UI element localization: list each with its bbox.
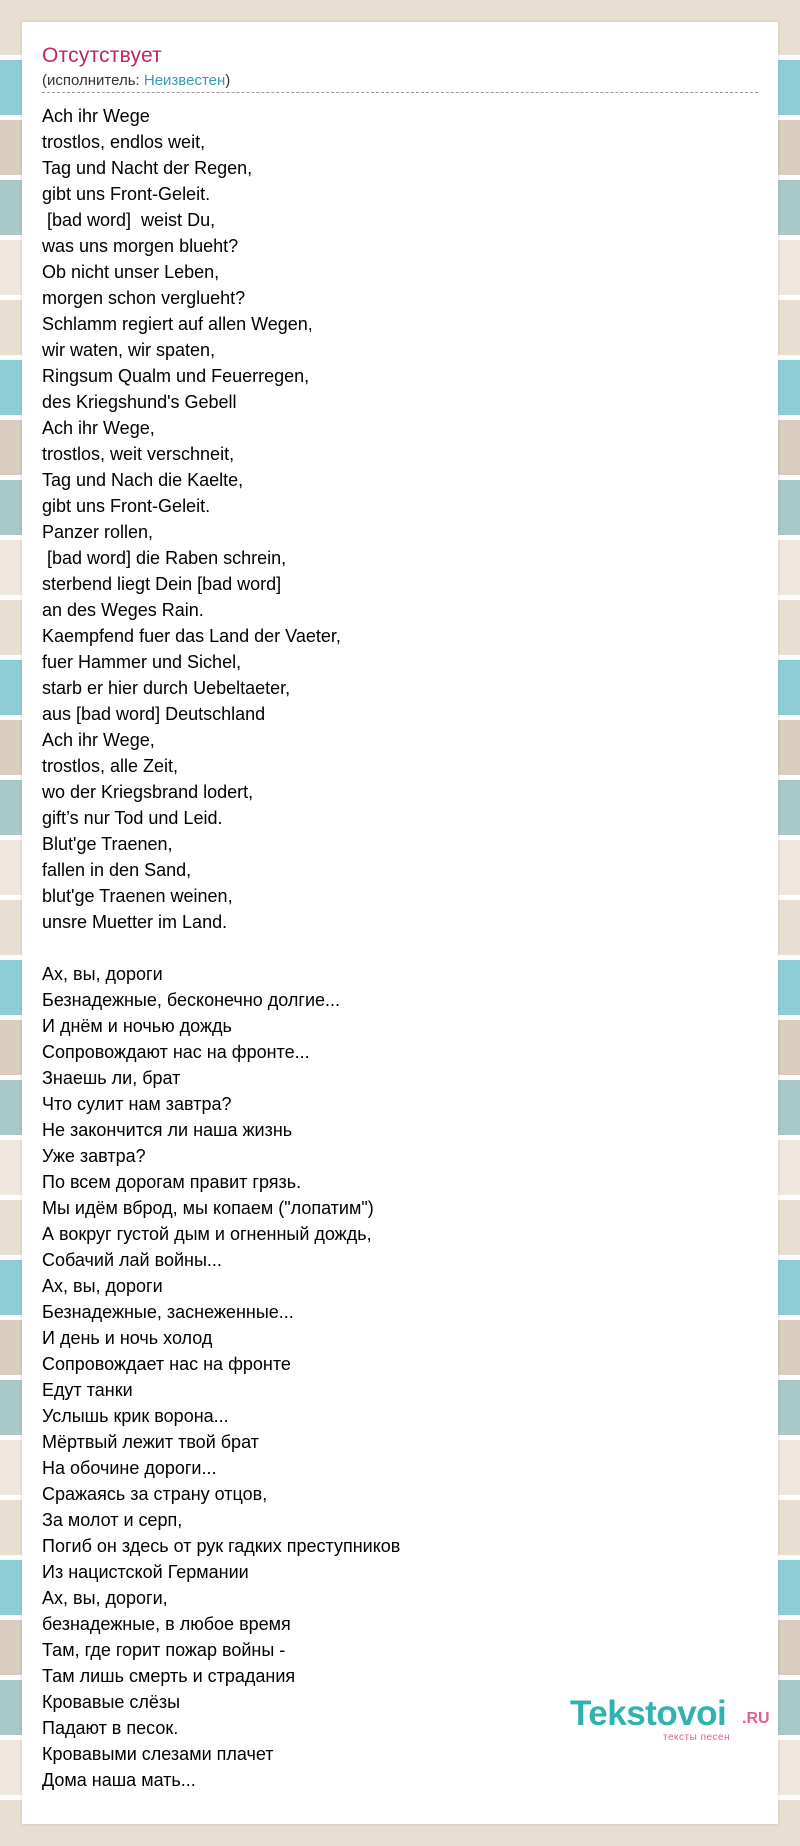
logo-tagline: тексты песен [663,1732,731,1743]
lyric-line: starb er hier durch Uebeltaeter, [42,678,291,698]
lyric-line: Безнадежные, бесконечно долгие... [42,990,341,1010]
lyric-line: Сопровождает нас на фронте [42,1354,291,1374]
lyric-line: aus [bad word] Deutschland [42,704,266,724]
lyric-line: Ach ihr Wege [42,106,150,126]
lyric-line: morgen schon verglueht? [42,288,246,308]
song-title: Отсутствует [42,44,162,67]
lyric-line: fuer Hammer und Sichel, [42,652,242,672]
lyric-line: trostlos, endlos weit, [42,132,206,152]
lyric-line: Знаешь ли, брат [42,1068,181,1088]
lyric-line: [bad word] die Raben schrein, [42,548,287,568]
lyric-line: an des Weges Rain. [42,600,204,620]
lyric-line: Падают в песок. [42,1718,179,1738]
header-divider [42,92,758,93]
lyric-line: was uns morgen blueht? [42,236,239,256]
lyric-line: Kaempfend fuer das Land der Vaeter, [42,626,341,646]
lyric-line: Дома наша мать... [42,1770,196,1790]
lyric-line: Собачий лай войны... [42,1250,222,1270]
lyric-line: Ob nicht unser Leben, [42,262,220,282]
lyric-line: Blut'ge Traenen, [42,834,173,854]
lyric-line: Сопровождают нас на фронте... [42,1042,310,1062]
lyric-line: Что сулит нам завтра? [42,1094,232,1114]
artist-suffix: ) [225,72,231,89]
lyric-line: А вокруг густой дым и огненный дождь, [42,1224,372,1244]
site-logo[interactable] [570,1694,775,1744]
lyric-line: По всем дорогам правит грязь. [42,1172,302,1192]
lyric-line: Panzer rollen, [42,522,154,542]
lyric-line: Ах, вы, дороги [42,1276,163,1296]
lyric-line: Ach ihr Wege, [42,418,155,438]
lyric-line: И днём и ночью дождь [42,1016,232,1036]
lyric-line: Сражаясь за страну отцов, [42,1484,268,1504]
lyrics-text [42,103,742,1793]
lyric-line: Из нацистской Германии [42,1562,249,1582]
lyric-line: trostlos, weit verschneit, [42,444,235,464]
lyric-line: Tag und Nacht der Regen, [42,158,253,178]
lyric-line: На обочине дороги... [42,1458,217,1478]
lyric-line: Ах, вы, дороги [42,964,163,984]
logo-domain: .RU [742,1710,770,1727]
lyric-line: Уже завтра? [42,1146,146,1166]
lyric-line: Мёртвый лежит твой брат [42,1432,259,1452]
lyric-line: безнадежные, в любое время [42,1614,291,1634]
artist-link[interactable]: Неизвестен [143,72,226,89]
lyric-line: Там лишь смерть и страдания [42,1666,296,1686]
lyric-line: [bad word] weist Du, [42,210,216,230]
lyric-line: Едут танки [42,1380,133,1400]
artist-prefix: (исполнитель: [42,72,144,89]
lyric-line: fallen in den Sand, [42,860,192,880]
lyric-line: Ringsum Qualm und Feuerregen, [42,366,310,386]
lyric-line: unsre Muetter im Land. [42,912,228,932]
lyric-line: Schlamm regiert auf allen Wegen, [42,314,313,334]
lyric-line: sterbend liegt Dein [bad word] [42,574,282,594]
lyric-line: Не закончится ли наша жизнь [42,1120,293,1140]
lyric-line: gift’s nur Tod und Leid. [42,808,223,828]
logo-wordmark: Tekstovoi [570,1694,727,1733]
lyric-line: des Kriegshund's Gebell [42,392,237,412]
lyric-line: И день и ночь холод [42,1328,213,1348]
lyric-line: Безнадежные, заснеженные... [42,1302,294,1322]
lyric-line: Ach ihr Wege, [42,730,155,750]
lyric-line: Мы идём вброд, мы копаем ("лопатим") [42,1198,374,1218]
lyric-line: wo der Kriegsbrand lodert, [42,782,254,802]
lyric-line: Услышь крик ворона... [42,1406,229,1426]
lyric-line: Кровавые слёзы [42,1692,181,1712]
lyric-line: Там, где горит пожар войны - [42,1640,286,1660]
lyric-line: Tag und Nach die Kaelte, [42,470,244,490]
lyrics-card [22,22,778,1824]
lyric-line: Кровавыми слезами плачет [42,1744,274,1764]
lyric-line: trostlos, alle Zeit, [42,756,179,776]
lyric-line: Погиб он здесь от рук гадких преступников [42,1536,401,1556]
artist-line [42,72,230,89]
lyric-line: gibt uns Front-Geleit. [42,496,211,516]
lyric-line: За молот и серп, [42,1510,183,1530]
lyric-line: Ах, вы, дороги, [42,1588,168,1608]
lyric-line: wir waten, wir spaten, [42,340,216,360]
lyric-line [42,935,742,961]
lyric-line: gibt uns Front-Geleit. [42,184,211,204]
lyric-line: blut'ge Traenen weinen, [42,886,233,906]
